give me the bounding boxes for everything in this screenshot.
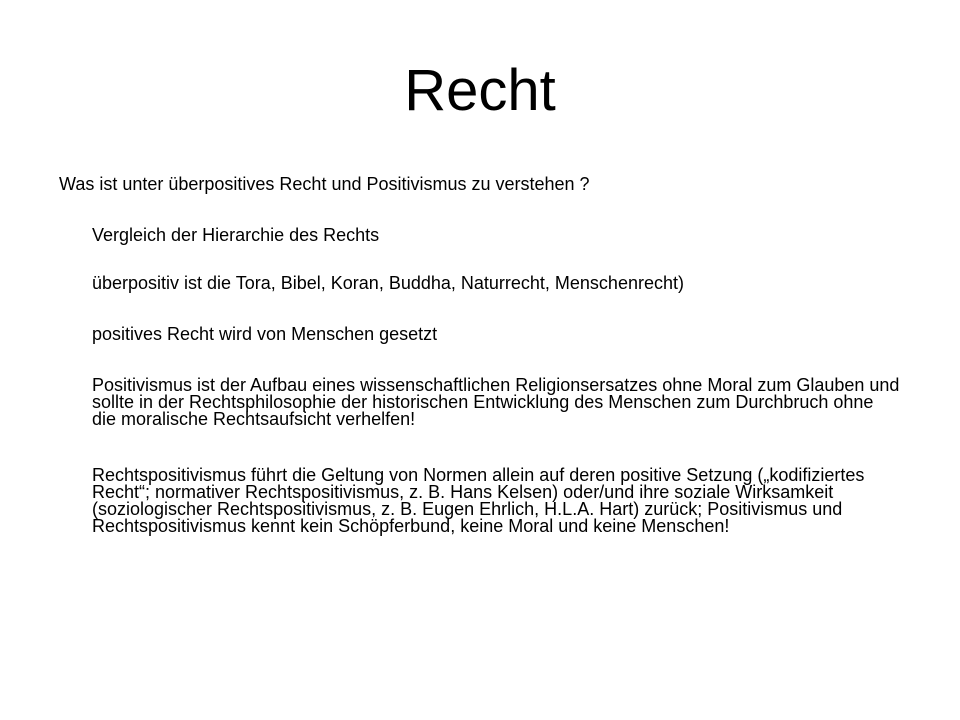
- point-positivism: Positivismus ist der Aufbau eines wissenschaftlichen Religionsersatzes ohne Moral zum Glauben und sollte in der Rechtsphilosophie der historischen Entwicklung des Menschen zum Durchbruch ohne die moralische Rechtsaufsicht verhelfen!: [92, 375, 900, 429]
- slide-question: Was ist unter überpositives Recht und Positivismus zu verstehen ?: [59, 174, 590, 194]
- point-legal-positivism: Rechtspositivismus führt die Geltung von Normen allein auf deren positive Setzung („kodifiziertes Recht“; normativer Rechtspositivismus, z. B. Hans Kelsen) oder/und ihre soziale Wirksamkeit (soziologischer Rechtspositivismus, z. B. Eugen Ehrlich, H.L.A. Hart) zurück; Positivismus und Rechtspositivismus kennt kein Schöpferbund, keine Moral und keine Menschen!: [92, 465, 865, 536]
- point-suprapositive-law: überpositiv ist die Tora, Bibel, Koran, Buddha, Naturrecht, Menschenrecht): [92, 273, 684, 293]
- slide-title: Recht: [404, 58, 556, 123]
- point-hierarchy-comparison: Vergleich der Hierarchie des Rechts: [92, 225, 380, 245]
- point-positive-law: positives Recht wird von Menschen gesetzt: [92, 324, 438, 344]
